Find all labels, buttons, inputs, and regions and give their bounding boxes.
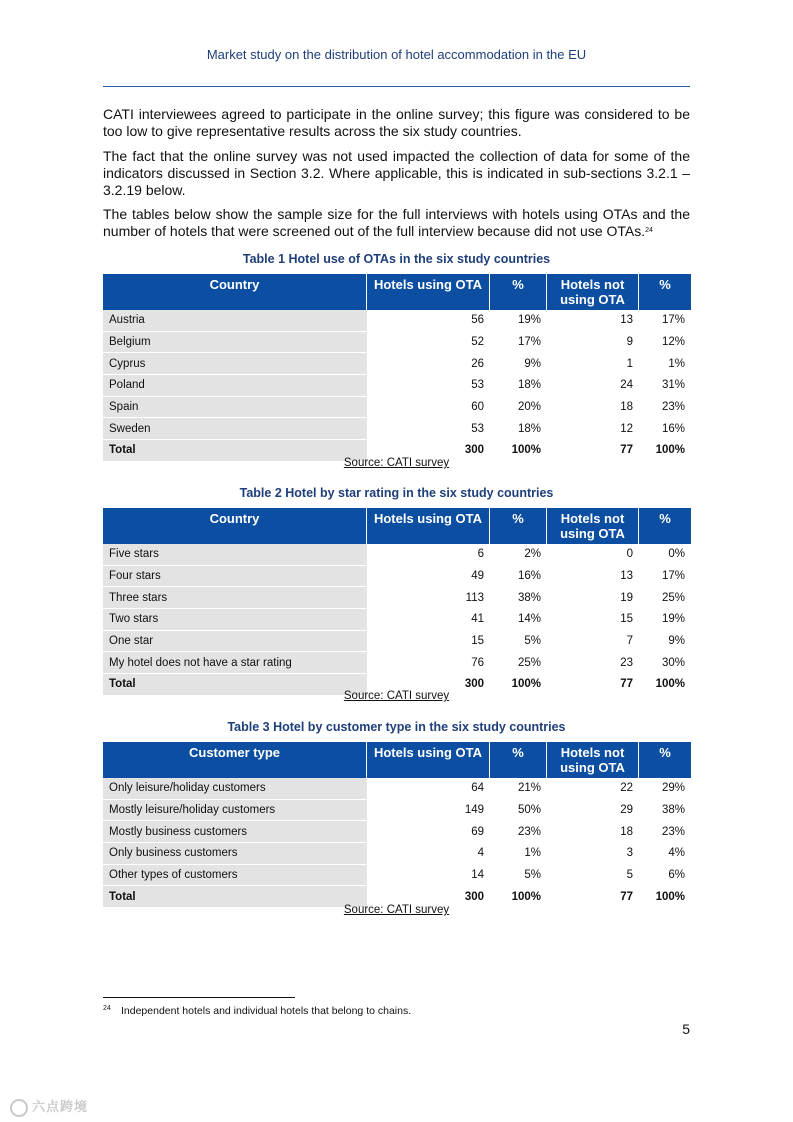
- value-cell: 18%: [490, 375, 547, 397]
- value-cell: 29: [547, 800, 639, 822]
- value-cell: 5%: [490, 865, 547, 887]
- paragraph-3-text: The tables below show the sample size for the full interviews with hotels using OTAs and the number of hotels that were screened out of the full interview because did not use OTAs.: [103, 206, 690, 239]
- table-2: [103, 508, 691, 696]
- value-cell: 13: [547, 566, 639, 588]
- value-cell: 26: [367, 353, 490, 375]
- value-cell: 23: [547, 652, 639, 674]
- value-cell: 1%: [490, 843, 547, 865]
- row-label-cell: My hotel does not have a star rating: [103, 652, 367, 674]
- table-3-header-pct-using: %: [490, 742, 547, 778]
- table-row: [103, 544, 691, 566]
- value-cell: 300: [367, 440, 490, 462]
- value-cell: 19%: [639, 609, 691, 631]
- table-row: [103, 652, 691, 674]
- table-row: [103, 865, 691, 887]
- value-cell: 22: [547, 778, 639, 800]
- value-cell: 19: [547, 587, 639, 609]
- value-cell: 4%: [639, 843, 691, 865]
- value-cell: 6%: [639, 865, 691, 887]
- table-1-header-hotels-using-ota: Hotels using OTA: [367, 274, 490, 310]
- value-cell: 77: [547, 440, 639, 462]
- table-3-header-hotels-using-ota: Hotels using OTA: [367, 742, 490, 778]
- value-cell: 3: [547, 843, 639, 865]
- value-cell: 100%: [639, 886, 691, 908]
- table-2-source: Source: CATI survey: [343, 690, 450, 702]
- value-cell: 17%: [639, 566, 691, 588]
- value-cell: 25%: [490, 652, 547, 674]
- table-row: [103, 821, 691, 843]
- table-1-header-hotels-not-using-ota: Hotels not using OTA: [547, 274, 639, 310]
- value-cell: 18: [547, 397, 639, 419]
- table-row: [103, 310, 691, 332]
- row-label-cell: Only business customers: [103, 843, 367, 865]
- paragraph-1: CATI interviewees agreed to participate in the online survey; this figure was considered to be too low to give representative results across the six study countries.: [103, 106, 690, 139]
- running-header: Market study on the distribution of hotel accommodation in the EU: [206, 47, 587, 62]
- table-row: [103, 631, 691, 653]
- row-label-cell: Four stars: [103, 566, 367, 588]
- row-label-cell: Three stars: [103, 587, 367, 609]
- row-label-cell: Two stars: [103, 609, 367, 631]
- value-cell: 100%: [490, 886, 547, 908]
- watermark-text: 六点跨境: [32, 1099, 89, 1114]
- value-cell: 13: [547, 310, 639, 332]
- value-cell: 0%: [639, 544, 691, 566]
- value-cell: 77: [547, 674, 639, 696]
- row-label-cell: Poland: [103, 375, 367, 397]
- value-cell: 56: [367, 310, 490, 332]
- table-3-header-hotels-not-using-ota: Hotels not using OTA: [547, 742, 639, 778]
- value-cell: 53: [367, 375, 490, 397]
- value-cell: 38%: [639, 800, 691, 822]
- watermark: [10, 1096, 88, 1117]
- table-row: [103, 375, 691, 397]
- table-row: [103, 397, 691, 419]
- value-cell: 31%: [639, 375, 691, 397]
- value-cell: 300: [367, 674, 490, 696]
- value-cell: 15: [367, 631, 490, 653]
- value-cell: 23%: [639, 821, 691, 843]
- table-3-caption: Table 3 Hotel by customer type in the six study countries: [227, 720, 566, 734]
- row-label-cell: Mostly business customers: [103, 821, 367, 843]
- footnote-divider: [103, 997, 295, 998]
- value-cell: 4: [367, 843, 490, 865]
- row-label-cell: Mostly leisure/holiday customers: [103, 800, 367, 822]
- value-cell: 76: [367, 652, 490, 674]
- table-row: [103, 587, 691, 609]
- value-cell: 25%: [639, 587, 691, 609]
- value-cell: 23%: [490, 821, 547, 843]
- table-3-header-customer-type: Customer type: [103, 742, 367, 778]
- value-cell: 41: [367, 609, 490, 631]
- table-3: [103, 742, 691, 908]
- value-cell: 5%: [490, 631, 547, 653]
- table-row: [103, 843, 691, 865]
- value-cell: 69: [367, 821, 490, 843]
- row-label-cell: Total: [103, 674, 367, 696]
- value-cell: 53: [367, 418, 490, 440]
- value-cell: 17%: [639, 310, 691, 332]
- footnote: [103, 1005, 411, 1017]
- value-cell: 29%: [639, 778, 691, 800]
- table-2-header-pct-not-using: %: [639, 508, 691, 544]
- value-cell: 9%: [639, 631, 691, 653]
- table-2-header-hotels-using-ota: Hotels using OTA: [367, 508, 490, 544]
- row-label-cell: One star: [103, 631, 367, 653]
- value-cell: 18: [547, 821, 639, 843]
- value-cell: 100%: [490, 674, 547, 696]
- value-cell: 49: [367, 566, 490, 588]
- table-3-header-row: [103, 742, 691, 778]
- row-label-cell: Austria: [103, 310, 367, 332]
- table-1-header-country: Country: [103, 274, 367, 310]
- table-row: [103, 332, 691, 354]
- value-cell: 14%: [490, 609, 547, 631]
- value-cell: 52: [367, 332, 490, 354]
- row-label-cell: Sweden: [103, 418, 367, 440]
- value-cell: 12: [547, 418, 639, 440]
- table-2-header-pct-using: %: [490, 508, 547, 544]
- value-cell: 60: [367, 397, 490, 419]
- value-cell: 16%: [490, 566, 547, 588]
- row-label-cell: Five stars: [103, 544, 367, 566]
- table-row: [103, 566, 691, 588]
- footnote-text: Independent hotels and individual hotels that belong to chains.: [121, 1005, 412, 1017]
- row-label-cell: Belgium: [103, 332, 367, 354]
- value-cell: 17%: [490, 332, 547, 354]
- value-cell: 1%: [639, 353, 691, 375]
- table-2-caption: Table 2 Hotel by star rating in the six study countries: [239, 486, 554, 500]
- value-cell: 24: [547, 375, 639, 397]
- value-cell: 300: [367, 886, 490, 908]
- value-cell: 77: [547, 886, 639, 908]
- table-2-header-row: [103, 508, 691, 544]
- value-cell: 9%: [490, 353, 547, 375]
- value-cell: 2%: [490, 544, 547, 566]
- table-row: [103, 609, 691, 631]
- footnote-reference[interactable]: 24: [645, 227, 653, 234]
- paragraph-2: The fact that the online survey was not used impacted the collection of data for some of the indicators discussed in Section 3.2. Where applicable, this is indicated in sub-sections 3.2.1 – 3.2.19 below.: [103, 148, 690, 198]
- table-1-caption: Table 1 Hotel use of OTAs in the six study countries: [242, 252, 551, 266]
- table-1: [103, 274, 691, 462]
- table-row: [103, 353, 691, 375]
- value-cell: 1: [547, 353, 639, 375]
- value-cell: 64: [367, 778, 490, 800]
- value-cell: 30%: [639, 652, 691, 674]
- table-row: [103, 778, 691, 800]
- page-number: 5: [682, 1021, 690, 1037]
- value-cell: 23%: [639, 397, 691, 419]
- table-1-header-row: [103, 274, 691, 310]
- value-cell: 9: [547, 332, 639, 354]
- table-1-header-pct-using: %: [490, 274, 547, 310]
- row-label-cell: Other types of customers: [103, 865, 367, 887]
- value-cell: 19%: [490, 310, 547, 332]
- row-label-cell: Total: [103, 440, 367, 462]
- value-cell: 18%: [490, 418, 547, 440]
- value-cell: 0: [547, 544, 639, 566]
- value-cell: 100%: [639, 674, 691, 696]
- row-label-cell: Only leisure/holiday customers: [103, 778, 367, 800]
- footnote-number: 24: [103, 1005, 111, 1012]
- row-label-cell: Total: [103, 886, 367, 908]
- value-cell: 100%: [639, 440, 691, 462]
- value-cell: 38%: [490, 587, 547, 609]
- row-label-cell: Cyprus: [103, 353, 367, 375]
- value-cell: 113: [367, 587, 490, 609]
- table-row: [103, 418, 691, 440]
- table-3-source: Source: CATI survey: [343, 904, 450, 916]
- value-cell: 50%: [490, 800, 547, 822]
- value-cell: 15: [547, 609, 639, 631]
- value-cell: 5: [547, 865, 639, 887]
- table-1-source: Source: CATI survey: [343, 457, 450, 469]
- table-1-header-pct-not-using: %: [639, 274, 691, 310]
- value-cell: 100%: [490, 440, 547, 462]
- value-cell: 149: [367, 800, 490, 822]
- value-cell: 16%: [639, 418, 691, 440]
- watermark-logo-icon: [10, 1099, 28, 1117]
- paragraph-3: [103, 206, 690, 240]
- header-divider: [103, 86, 690, 87]
- table-3-header-pct-not-using: %: [639, 742, 691, 778]
- value-cell: 6: [367, 544, 490, 566]
- value-cell: 20%: [490, 397, 547, 419]
- table-row: [103, 800, 691, 822]
- value-cell: 12%: [639, 332, 691, 354]
- table-2-header-hotels-not-using-ota: Hotels not using OTA: [547, 508, 639, 544]
- value-cell: 21%: [490, 778, 547, 800]
- value-cell: 14: [367, 865, 490, 887]
- row-label-cell: Spain: [103, 397, 367, 419]
- value-cell: 7: [547, 631, 639, 653]
- table-2-header-country: Country: [103, 508, 367, 544]
